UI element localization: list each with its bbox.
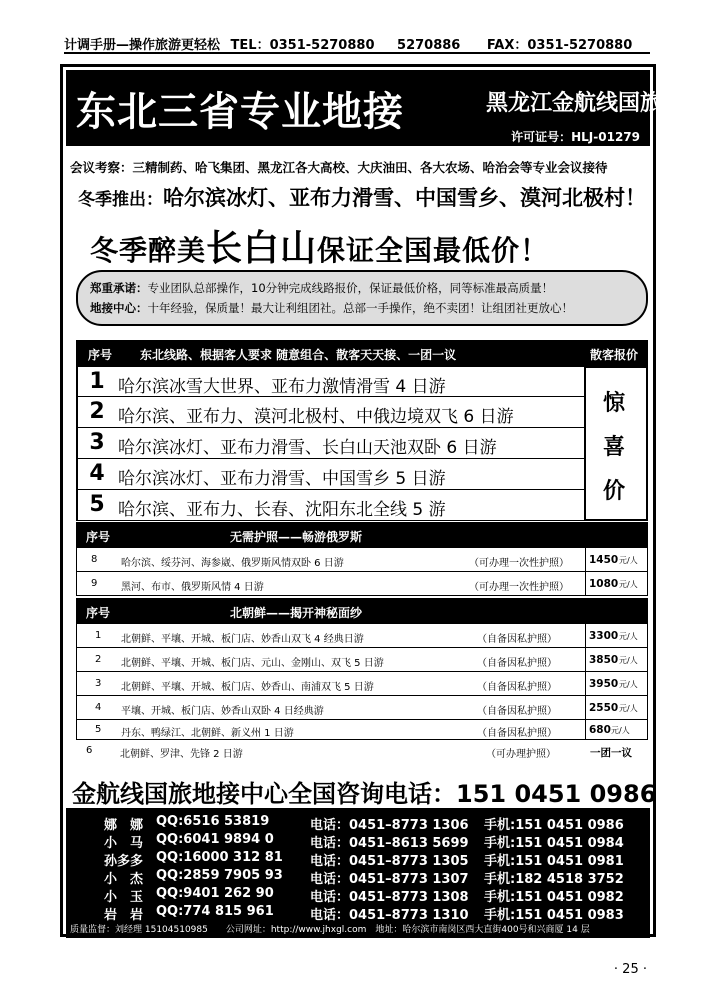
- row-no: 9: [91, 578, 98, 589]
- row-price: 3950: [589, 678, 619, 690]
- row-note: （可办理护照）: [486, 749, 556, 760]
- row-note: （自备因私护照）: [477, 658, 557, 669]
- route-no: 3: [89, 430, 105, 455]
- winter-text: 哈尔滨冰灯、亚布力滑雪、中国雪乡、漠河北极村！: [163, 186, 646, 210]
- row-text: 北朝鲜、罗津、先锋 2 日游: [120, 749, 243, 760]
- contact-qq: QQ:16000 312 81: [156, 850, 283, 865]
- promise-box: [76, 270, 648, 326]
- contact-mobile: 手机:151 0451 0984: [484, 836, 624, 851]
- contact-name: 小 玉: [104, 890, 144, 905]
- table-row: [76, 696, 648, 720]
- hotline-number: 151 0451 0986: [456, 780, 657, 808]
- row-note: （自备因私护照）: [477, 682, 557, 693]
- table-row: [76, 548, 648, 572]
- contact-mobile: 手机:151 0451 0983: [484, 908, 624, 923]
- northeast-routes: [76, 340, 648, 521]
- changbai-post: 保证全国最低价！: [317, 234, 550, 267]
- row-no: 1: [95, 630, 102, 641]
- row-unit: 元/人: [619, 704, 638, 713]
- row-price: 3300: [589, 630, 619, 642]
- row-unit: 元/人: [619, 656, 638, 665]
- russia-header-bar: [76, 522, 648, 548]
- promise-text-1: 专业团队总部操作，10分钟完成线路报价，保证最低价格，同等标准最高质量！: [147, 281, 554, 295]
- contact-name: 娜 娜: [104, 818, 144, 833]
- row-no: 4: [95, 702, 102, 713]
- row-price: 1450: [589, 554, 619, 566]
- row-note: （自备因私护照）: [477, 706, 557, 717]
- surprise-char: 价: [603, 479, 626, 504]
- changbai-pre: 冬季醉美: [90, 234, 207, 267]
- conference-line: 会议考察：三精制药、哈飞集团、黑龙江各大高校、大庆油田、各大农场、哈治会等专业会议接待: [70, 160, 608, 175]
- route-text: 哈尔滨冰灯、亚布力滑雪、长白山天池双卧 6 日游: [118, 438, 497, 458]
- korea-header-title: 北朝鲜——揭开神秘面纱: [230, 606, 363, 620]
- row-price: 2550: [589, 702, 619, 714]
- table-row: [76, 490, 584, 521]
- header-banner: [66, 70, 707, 146]
- tel-number: 0351-5270880: [269, 38, 375, 53]
- contact-tel: 电话：0451–8773 1310: [310, 908, 469, 923]
- agency-name: 黑龙江金航线国旅总社: [486, 91, 707, 116]
- tel-label: TEL：: [230, 38, 270, 53]
- northeast-header-price: 散客报价: [590, 348, 639, 362]
- top-contact-line: [64, 34, 650, 54]
- row-text: 哈尔滨、绥芬河、海参崴、俄罗斯风情双卧 6 日游: [121, 558, 344, 569]
- contact-name: 小 马: [104, 836, 144, 851]
- hotline-label: 金航线国旅地接中心全国咨询电话：: [72, 780, 456, 808]
- footer-line: 质量监督：刘经理 15104510985 公司网址：http://www.jhxgl.com 地址：哈尔滨市南岗区西大直街400号和兴商厦 14 层: [70, 925, 590, 935]
- surprise-price-box: [584, 366, 648, 521]
- slogan: 计调手册—操作旅游更轻松: [64, 38, 221, 53]
- row-no: 8: [91, 554, 98, 565]
- promise-label-1: 郑重承诺：: [90, 281, 148, 295]
- contact-tel: 电话：0451–8773 1308: [310, 890, 469, 905]
- korea-header-no: 序号: [86, 606, 111, 620]
- route-no: 5: [89, 492, 105, 517]
- contact-tel: 电话：0451–8773 1305: [310, 854, 469, 869]
- row-unit: 元/人: [619, 580, 638, 589]
- winter-line: [78, 182, 646, 212]
- contact-mobile: 手机:151 0451 0982: [484, 890, 624, 905]
- page-number: · 25 ·: [613, 962, 647, 977]
- row-text: 北朝鲜、平壤、开城、板门店、妙香山、南浦双飞 5 日游: [121, 682, 374, 693]
- russia-table: [76, 522, 648, 596]
- promise-label-2: 地接中心：: [90, 301, 148, 315]
- northeast-rows: [76, 366, 648, 521]
- contact-qq: QQ:6041 9894 0: [156, 832, 274, 847]
- row-price: 680: [589, 724, 611, 736]
- contact-mobile: 手机:182 4518 3752: [484, 872, 624, 887]
- table-row: [76, 624, 648, 648]
- contact-qq: QQ:2859 7905 93: [156, 868, 283, 883]
- russia-header-no: 序号: [86, 530, 111, 544]
- route-no: 2: [89, 399, 105, 424]
- table-row: [76, 366, 584, 397]
- contact-name: 岩 岩: [104, 908, 144, 923]
- row-unit: 元/人: [619, 632, 638, 641]
- table-row: [76, 397, 584, 428]
- row-note: （自备因私护照）: [477, 634, 557, 645]
- route-text: 哈尔滨冰灯、亚布力滑雪、中国雪乡 5 日游: [118, 469, 446, 489]
- fax-label: FAX：: [486, 38, 528, 53]
- row-text: 北朝鲜、平壤、开城、板门店、元山、金刚山、双飞 5 日游: [121, 658, 384, 669]
- contact-qq: QQ:6516 53819: [156, 814, 270, 829]
- table-row: [76, 648, 648, 672]
- tel-number-2: 5270886: [397, 38, 461, 53]
- route-text: 哈尔滨、亚布力、漠河北极村、中俄边境双飞 6 日游: [118, 407, 514, 427]
- table-row: [76, 428, 584, 459]
- row-price: 一团一议: [590, 747, 632, 759]
- contact-tel: 电话：0451–8773 1307: [310, 872, 469, 887]
- table-row: [76, 740, 648, 762]
- route-text: 哈尔滨冰雪大世界、亚布力激情滑雪 4 日游: [118, 377, 446, 397]
- winter-label: 冬季推出：: [78, 190, 163, 210]
- contact-mobile: 手机:151 0451 0981: [484, 854, 624, 869]
- table-row: [76, 572, 648, 596]
- table-row: [76, 720, 648, 740]
- contacts-panel: [66, 808, 650, 938]
- row-text: 黑河、布市、俄罗斯风情 4 日游: [121, 582, 264, 593]
- korea-table: [76, 598, 648, 762]
- table-row: [76, 459, 584, 490]
- contact-qq: QQ:9401 262 90: [156, 886, 274, 901]
- row-text: 平壤、开城、板门店、妙香山双卧 4 日经典游: [121, 706, 324, 717]
- northeast-header-no: 序号: [88, 348, 113, 362]
- contact-tel: 电话：0451–8613 5699: [310, 836, 469, 851]
- contact-mobile: 手机:151 0451 0986: [484, 818, 624, 833]
- row-text: 北朝鲜、平壤、开城、板门店、妙香山双飞 4 经典日游: [121, 634, 364, 645]
- route-text: 哈尔滨、亚布力、长春、沈阳东北全线 5 游: [118, 500, 446, 520]
- row-text: 丹东、鸭绿江、北朝鲜、新义州 1 日游: [121, 728, 294, 739]
- fax-number: 0351-5270880: [527, 38, 633, 53]
- route-no: 1: [89, 369, 105, 394]
- changbai-line: [90, 220, 549, 271]
- row-no: 3: [95, 678, 102, 689]
- surprise-char: 惊: [603, 391, 626, 416]
- promise-text-2: 十年经验，保质量！最大让利组团社。总部一手操作，绝不卖团！让组团社更放心！: [147, 301, 573, 315]
- korea-header-bar: [76, 598, 648, 624]
- license-number: 许可证号：HLJ-01279: [511, 130, 640, 144]
- contact-qq: QQ:774 815 961: [156, 904, 274, 919]
- row-price: 3850: [589, 654, 619, 666]
- northeast-header-bar: [76, 340, 648, 366]
- table-row: [76, 672, 648, 696]
- headline: 东北三省专业地接: [76, 89, 404, 135]
- row-no: 5: [95, 724, 102, 735]
- row-note: （可办理一次性护照）: [469, 558, 569, 569]
- russia-header-title: 无需护照——畅游俄罗斯: [230, 530, 363, 544]
- contact-name: 小 杰: [104, 872, 144, 887]
- row-no: 2: [95, 654, 102, 665]
- row-no: 6: [86, 745, 93, 756]
- row-unit: 元/人: [611, 726, 630, 735]
- hotline: [72, 774, 656, 809]
- row-unit: 元/人: [619, 556, 638, 565]
- contact-name: 孙多多: [104, 854, 144, 869]
- changbai-highlight: 长白山: [206, 228, 318, 269]
- surprise-char: 喜: [603, 435, 626, 460]
- northeast-header-title: 东北线路、根据客人要求 随意组合、散客天天接、一团一议: [140, 348, 457, 362]
- row-unit: 元/人: [619, 680, 638, 689]
- row-note: （可办理一次性护照）: [469, 582, 569, 593]
- contact-tel: 电话：0451–8773 1306: [310, 818, 469, 833]
- route-no: 4: [89, 461, 105, 486]
- row-note: （自备因私护照）: [477, 728, 557, 739]
- row-price: 1080: [589, 578, 619, 590]
